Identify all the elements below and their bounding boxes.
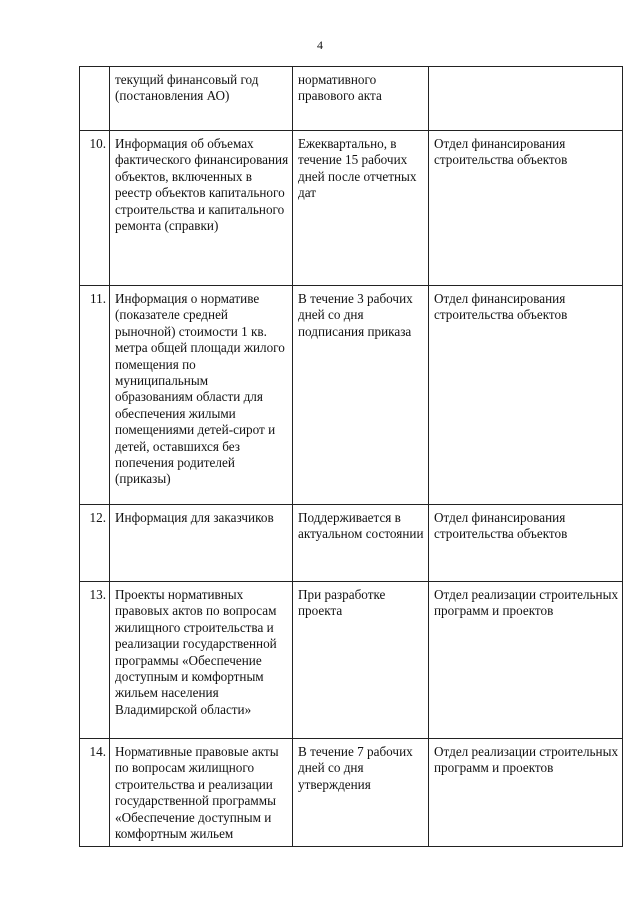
info-cell: Нормативные правовые акты по вопросам жилищного строительства и реализации государственной программы «Обеспечение доступным и комфортным жильем: [110, 739, 293, 847]
row-number: 13.: [80, 582, 110, 739]
page-number: 4: [317, 38, 323, 52]
info-cell: Информация об объемах фактического финансирования объектов, включенных в реестр объектов капитального строительства и капитального ремонта (справки): [110, 131, 293, 286]
department-cell: Отдел финансирования строительства объектов: [429, 131, 623, 286]
row-number: 10.: [80, 131, 110, 286]
term-cell: Поддерживается в актуальном состоянии: [293, 505, 429, 582]
term-cell: нормативного правового акта: [293, 67, 429, 131]
info-cell: Информация для заказчиков: [110, 505, 293, 582]
document-table: [79, 66, 623, 847]
department-cell: Отдел реализации строительных программ и проектов: [429, 582, 623, 739]
term-cell: В течение 7 рабочих дней со дня утверждения: [293, 739, 429, 847]
row-number: 12.: [80, 505, 110, 582]
table-row: [80, 582, 623, 739]
info-cell: текущий финансовый год (постановления АО): [110, 67, 293, 131]
info-cell: Информация о нормативе (показателе средней рыночной) стоимости 1 кв. метра общей площади жилого помещения по муниципальным образованиям области для обеспечения жилыми помещениями детей-сирот и детей, оставшихся без попечения родителей (приказы): [110, 286, 293, 505]
term-cell: В течение 3 рабочих дней со дня подписания приказа: [293, 286, 429, 505]
table-row: [80, 131, 623, 286]
row-number: [80, 67, 110, 131]
table-row: [80, 505, 623, 582]
department-cell: Отдел реализации строительных программ и проектов: [429, 739, 623, 847]
department-cell: Отдел финансирования строительства объектов: [429, 286, 623, 505]
row-number: 11.: [80, 286, 110, 505]
department-cell: [429, 67, 623, 131]
table-row: [80, 286, 623, 505]
row-number: 14.: [80, 739, 110, 847]
term-cell: При разработке проекта: [293, 582, 429, 739]
table-row: [80, 739, 623, 847]
info-cell: Проекты нормативных правовых актов по вопросам жилищного строительства и реализации государственной программы «Обеспечение доступным и комфортным жильем населения Владимирской области»: [110, 582, 293, 739]
department-cell: Отдел финансирования строительства объектов: [429, 505, 623, 582]
table-row: [80, 67, 623, 131]
term-cell: Ежеквартально, в течение 15 рабочих дней после отчетных дат: [293, 131, 429, 286]
